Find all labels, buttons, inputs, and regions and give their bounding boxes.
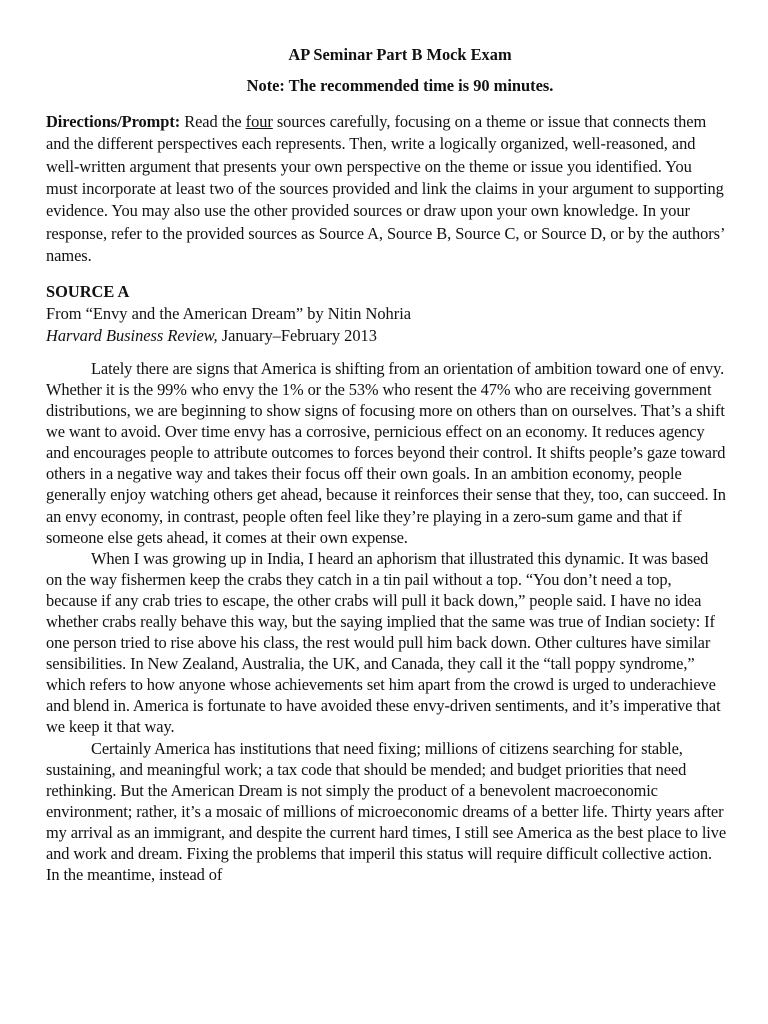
source-a-header	[46, 281, 726, 348]
time-note: Note: The recommended time is 90 minutes.	[246, 76, 554, 96]
directions-label: Directions/Prompt:	[46, 111, 181, 131]
source-a-paragraph-2: When I was growing up in India, I heard an aphorism that illustrated this dynamic. It was based on the way fishermen keep the crabs they catch in a tin pail without a top. “You don’t need a top, because if any crab tries to escape, the other crabs will pull it back down,” people said. I have no idea whether crabs really behave this way, but the saying implied that the same was true of Indian society: If one person tried to rise above his class, the rest would pull him back down. Other cultures have similar sensibilities. In New Zealand, Australia, the UK, and Canada, they call it the “tall poppy syndrome,” which refers to how anyone whose achievements set him apart from the crowd is urged to underachieve and blend in. America is fortunate to have avoided these envy-driven sentiments, and it’s imperative that we keep it that way.	[46, 548, 721, 737]
source-a-publication: Harvard Business Review,	[46, 326, 218, 346]
source-a-paragraph-1: Lately there are signs that America is shifting from an orientation of ambition toward one of envy. Whether it is the 99% who envy the 1% or the 53% who resent the 47% who are receiving government distributions, we are beginning to show signs of focusing more on others than on ourselves. That’s a shift we want to avoid. Over time envy has a corrosive, pernicious effect on an economy. It reduces agency and encourages people to attribute outcomes to forces beyond their control. It shifts people’s gaze toward others in a negative way and takes their focus off their own goals. In an ambition economy, people generally enjoy watching others get ahead, because it reinforces their sense that they, too, can succeed. In an envy economy, in contrast, people often feel like they’re playing in a zero-sum game and that if someone else gets ahead, it comes at their own expense.	[46, 358, 726, 547]
directions-text-start: Read the	[180, 111, 246, 131]
directions-paragraph	[46, 111, 726, 268]
directions-emphasis: four	[245, 111, 273, 131]
source-a-citation: From “Envy and the American Dream” by Nitin Nohria	[46, 304, 412, 324]
source-a-paragraph-3: Certainly America has institutions that need fixing; millions of citizens searching for stable, sustaining, and meaningful work; a tax code that should be mended; and budget priorities that need rethinking. But the American Dream is not simply the product of a benevolent macroeconomic environment; rather, it’s a mosaic of millions of microeconomic dreams of a better life. Thirty years after my arrival as an immigrant, and despite the current hard times, I still see America as the best place to live and work and dream. Fixing the problems that imperil this status will require difficult collective action. In the meantime, instead of	[46, 738, 727, 885]
directions-text-rest: sources carefully, focusing on a theme or issue that connects them and the different perspectives each represents. Then, write a logically organized, well-reasoned, and well-written argument that presents your own perspective on the theme or issue you identified. You must incorporate at least two of the sources provided and link the claims in your argument to supporting evidence. You may also use the other provided sources or draw upon your own knowledge. In your response, refer to the provided sources as Source A, Source B, Source C, or Source D, or by the authors’ names.	[46, 111, 725, 266]
source-a-publication-line	[46, 325, 726, 347]
source-a-label: SOURCE A	[46, 281, 130, 301]
source-a-body	[46, 358, 726, 885]
exam-page	[46, 44, 726, 885]
source-a-date: January–February 2013	[217, 326, 377, 346]
page-title: AP Seminar Part B Mock Exam	[288, 45, 512, 64]
